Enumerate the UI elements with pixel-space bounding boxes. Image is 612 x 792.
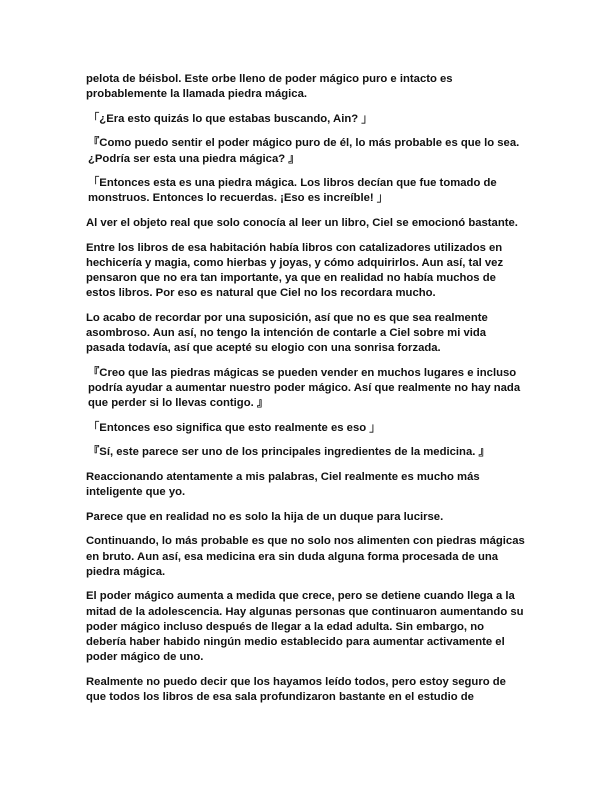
paragraph-narration: Lo acabo de recordar por una suposición, así que no es que sea realmente asombroso. Aun así, no tengo la intención de contarle a Ciel sobre mi vida pasada todavía, así que acepté su elogio con una sonrisa forzada.: [86, 311, 488, 355]
paragraph-dialog: 「Entonces eso significa que esto realmente es eso 」: [88, 421, 381, 434]
paragraph-narration: Entre los libros de esa habitación había libros con catalizadores utilizados en hechicería y magia, como hierbas y joyas, y cómo adquirirlos. Aun así, tal vez pensaron que no era tan importante, ya que en realidad no había muchos de estos libros. Por eso es natural que Ciel no los recordara mucho.: [86, 241, 504, 300]
paragraph-narration: Parece que en realidad no es solo la hija de un duque para lucirse.: [86, 510, 444, 523]
paragraph-narration: pelota de béisbol. Este orbe lleno de poder mágico puro e intacto es probablemente la llamada piedra mágica.: [86, 73, 453, 101]
paragraph-dialog: 『Como puedo sentir el poder mágico puro de él, lo más probable es que lo sea. ¿Podría ser esta una piedra mágica? 』: [88, 137, 520, 165]
paragraph-narration: Realmente no puedo decir que los hayamos leído todos, pero estoy seguro de que todos los libros de esa sala profundizaron bastante en el estudio de: [86, 675, 506, 703]
paragraph-dialog: 「¿Era esto quizás lo que estabas buscando, Ain? 」: [88, 112, 373, 125]
paragraph-dialog: 「Entonces esta es una piedra mágica. Los libros decían que fue tomado de monstruos. Entonces lo recuerdas. ¡Eso es increíble! 」: [88, 177, 497, 205]
paragraph-dialog: 『Sí, este parece ser uno de los principales ingredientes de la medicina. 』: [88, 446, 490, 459]
paragraph-narration: Al ver el objeto real que solo conocía al leer un libro, Ciel se emocionó bastante.: [86, 216, 518, 229]
document-page: [86, 72, 526, 715]
paragraph-narration: Continuando, lo más probable es que no solo nos alimenten con piedras mágicas en bruto. Aun así, esa medicina era sin duda alguna forma procesada de una piedra mágica.: [86, 535, 525, 578]
paragraph-dialog: 『Creo que las piedras mágicas se pueden vender en muchos lugares e incluso podría ayudar a aumentar nuestro poder mágico. Así que realmente no hay nada que perder si lo llevas contigo. 』: [88, 366, 521, 410]
paragraph-narration: El poder mágico aumenta a medida que crece, pero se detiene cuando llega a la mitad de la adolescencia. Hay algunas personas que continuaron aumentando su poder mágico incluso después de llegar a la edad adulta. Sin embargo, no debería haber habido ningún medio establecido para aumentar activamente el poder mágico de uno.: [86, 590, 524, 664]
paragraph-narration: Reaccionando atentamente a mis palabras, Ciel realmente es mucho más inteligente que yo.: [86, 470, 480, 499]
